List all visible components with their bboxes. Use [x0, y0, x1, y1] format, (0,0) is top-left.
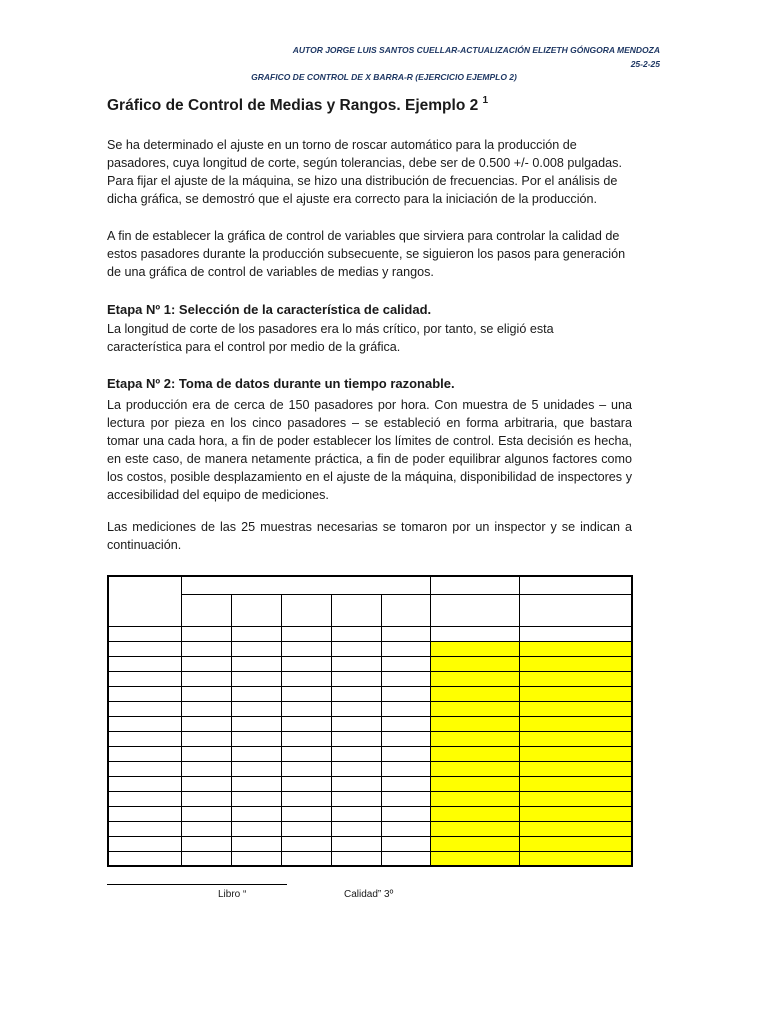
table-cell [431, 821, 520, 836]
table-cell [108, 656, 182, 671]
table-row [108, 656, 632, 671]
table-cell [108, 626, 182, 641]
table-cell [431, 641, 520, 656]
table-cell [108, 641, 182, 656]
stage-2-title: Etapa Nº 2: Toma de datos durante un tiempo razonable. [107, 376, 455, 391]
table-cell [520, 791, 633, 806]
footnote-separator [107, 884, 287, 885]
table-cell [332, 716, 382, 731]
intro-paragraph-1: Se ha determinado el ajuste en un torno de roscar automático para la producción de pasadores, cuya longitud de corte, según tolerancias, debe ser de 0.500 +/- 0.008 pulgadas. Para fijar el ajuste de la máquina, se hizo una distribución de frecuencias. Por el análisis de dicha gráfica, se demostró que el ajuste era correcto para la iniciación de la producción. [107, 138, 622, 206]
table-cell [431, 686, 520, 701]
table-cell [382, 626, 431, 641]
table-cell [182, 626, 232, 641]
table-cell [182, 776, 232, 791]
table-cell [182, 791, 232, 806]
table-cell [232, 836, 282, 851]
table-cell [332, 851, 382, 866]
table-cell [232, 761, 282, 776]
table-cell [431, 716, 520, 731]
table-cell [382, 656, 431, 671]
table-row [108, 776, 632, 791]
table-cell [520, 626, 633, 641]
table-subheader-cell [520, 594, 633, 626]
table-header-row [108, 576, 632, 594]
table-cell [520, 776, 633, 791]
table-subheader-cell [382, 594, 431, 626]
table-cell [108, 686, 182, 701]
table-row [108, 731, 632, 746]
table-row [108, 791, 632, 806]
closing-paragraph: Las mediciones de las 25 muestras necesarias se tomaron por un inspector y se indican a continuación. [107, 520, 632, 552]
table-subheader-cell [431, 594, 520, 626]
table-cell [282, 671, 332, 686]
stage-1-text: La longitud de corte de los pasadores era lo más crítico, por tanto, se eligió esta característica para el control por medio de la gráfica. [107, 322, 554, 354]
table-subheader-cell [232, 594, 282, 626]
table-cell [108, 671, 182, 686]
table-cell [182, 746, 232, 761]
page-title [107, 97, 488, 115]
table-cell [382, 791, 431, 806]
table-cell [431, 836, 520, 851]
table-cell [108, 701, 182, 716]
table-cell [108, 776, 182, 791]
table-cell [431, 671, 520, 686]
table-cell [332, 776, 382, 791]
table-subheader-cell [282, 594, 332, 626]
table-cell [232, 746, 282, 761]
table-row [108, 671, 632, 686]
table-row [108, 836, 632, 851]
table-cell [520, 641, 633, 656]
table-cell [108, 836, 182, 851]
table-row [108, 641, 632, 656]
table-cell [382, 821, 431, 836]
table-cell [382, 776, 431, 791]
table-cell [232, 791, 282, 806]
header-date: 25-2-25 [630, 59, 660, 69]
table-cell [182, 806, 232, 821]
table-cell [182, 656, 232, 671]
table-cell [382, 761, 431, 776]
table-cell [431, 626, 520, 641]
table-cell [332, 626, 382, 641]
table-cell [108, 821, 182, 836]
table-cell [282, 776, 332, 791]
table-cell [282, 836, 332, 851]
table-cell [282, 686, 332, 701]
table-header-cell [520, 576, 633, 594]
table-cell [332, 836, 382, 851]
table-cell [431, 731, 520, 746]
table-cell [520, 761, 633, 776]
table-cell [520, 746, 633, 761]
table-cell [520, 821, 633, 836]
table-cell [182, 686, 232, 701]
table-cell [382, 806, 431, 821]
table-cell [332, 656, 382, 671]
table-cell [232, 851, 282, 866]
table-cell [232, 731, 282, 746]
table-cell [232, 821, 282, 836]
table-cell [431, 701, 520, 716]
table-cell [520, 716, 633, 731]
table-cell [232, 671, 282, 686]
table-cell [382, 716, 431, 731]
table-cell [182, 641, 232, 656]
table-cell [520, 851, 633, 866]
table-cell [232, 806, 282, 821]
table-row [108, 806, 632, 821]
stage-2-text: La producción era de cerca de 150 pasadores por hora. Con muestra de 5 unidades – una lectura por pieza en los cinco pasadores – se estableció en forma arbitraria, que bastara tomar una cada hora, a fin de poder establecer los límites de control. Esta decisión es hecha, en este caso, de manera netamente práctica, a fin de poder equilibrar algunos factores como los costos, posible desplazamiento en el ajuste de la máquina, disponibilidad de inspectores y accesibilidad del equipo de mediciones. [107, 398, 632, 502]
table-cell [182, 851, 232, 866]
table-row [108, 821, 632, 836]
table-cell [182, 716, 232, 731]
table-cell [431, 791, 520, 806]
table-row [108, 716, 632, 731]
table-cell [182, 821, 232, 836]
table-cell [332, 686, 382, 701]
title-footnote-ref: 1 [482, 95, 489, 106]
table-cell [431, 656, 520, 671]
table-cell [382, 686, 431, 701]
table-cell [282, 851, 332, 866]
table-cell [108, 806, 182, 821]
table-cell [232, 701, 282, 716]
table-subheader-cell [332, 594, 382, 626]
table-cell [108, 716, 182, 731]
table-row [108, 686, 632, 701]
footnote-right: Calidad” 3º [344, 889, 394, 900]
footnote-left: Libro “ [218, 889, 247, 900]
table-cell [382, 746, 431, 761]
table-cell [282, 806, 332, 821]
table-cell [282, 761, 332, 776]
stage-1-title: Etapa Nº 1: Selección de la característica de calidad. [107, 302, 432, 317]
measurements-table [107, 575, 633, 867]
table-subheader-row [108, 594, 632, 626]
table-subheader-cell [182, 594, 232, 626]
table-cell [282, 746, 332, 761]
table-cell [108, 731, 182, 746]
title-text: Gráfico de Control de Medias y Rangos. Ejemplo 2 [107, 97, 479, 114]
table-cell [282, 716, 332, 731]
table-cell [520, 731, 633, 746]
table-cell [232, 716, 282, 731]
table-cell [182, 836, 232, 851]
table-cell [182, 761, 232, 776]
table-header-cell [431, 576, 520, 594]
table-cell [332, 821, 382, 836]
table-cell [431, 746, 520, 761]
table-cell [182, 731, 232, 746]
table-body [108, 641, 632, 866]
table-cell [332, 761, 382, 776]
table-cell [108, 791, 182, 806]
table-cell [520, 656, 633, 671]
table-cell [332, 701, 382, 716]
table-cell [431, 851, 520, 866]
table-cell [520, 806, 633, 821]
table-cell [520, 686, 633, 701]
table-cell [108, 851, 182, 866]
table-cell [182, 701, 232, 716]
table-cell [232, 626, 282, 641]
table-cell [232, 656, 282, 671]
table-row [108, 746, 632, 761]
table-cell [520, 671, 633, 686]
table-cell [382, 671, 431, 686]
table-cell [282, 821, 332, 836]
table-cell [282, 641, 332, 656]
table-cell [332, 731, 382, 746]
table-row [108, 626, 632, 641]
table-cell [382, 641, 431, 656]
table-cell [282, 701, 332, 716]
table-cell [520, 836, 633, 851]
table-header-cell [108, 576, 182, 626]
table-cell [332, 806, 382, 821]
table-cell [282, 731, 332, 746]
table-cell [232, 641, 282, 656]
table-cell [182, 671, 232, 686]
table-cell [108, 746, 182, 761]
table-cell [282, 656, 332, 671]
table-row [108, 851, 632, 866]
table-cell [382, 731, 431, 746]
table-cell [108, 761, 182, 776]
table-cell [232, 686, 282, 701]
table-cell [431, 761, 520, 776]
header-subtitle: GRAFICO DE CONTROL DE X BARRA-R (EJERCICIO EJEMPLO 2) [251, 72, 517, 82]
table-cell [282, 791, 332, 806]
table-cell [332, 641, 382, 656]
table-cell [382, 851, 431, 866]
intro-paragraph-2: A fin de establecer la gráfica de control de variables que sirviera para controlar la calidad de estos pasadores durante la producción subsecuente, se siguieron los pasos para generación de una gráfica de control de variables de medias y rangos. [107, 229, 626, 279]
table-cell [382, 701, 431, 716]
header-author: AUTOR JORGE LUIS SANTOS CUELLAR-ACTUALIZACIÓN ELIZETH GÓNGORA MENDOZA [292, 45, 660, 55]
table-cell [232, 776, 282, 791]
table-cell [520, 701, 633, 716]
table-row [108, 761, 632, 776]
table-cell [332, 791, 382, 806]
table-cell [332, 746, 382, 761]
table-cell [282, 626, 332, 641]
table-cell [332, 671, 382, 686]
table-cell [431, 776, 520, 791]
table-cell [382, 836, 431, 851]
table-header-cell [182, 576, 431, 594]
table-row [108, 701, 632, 716]
table-cell [431, 806, 520, 821]
